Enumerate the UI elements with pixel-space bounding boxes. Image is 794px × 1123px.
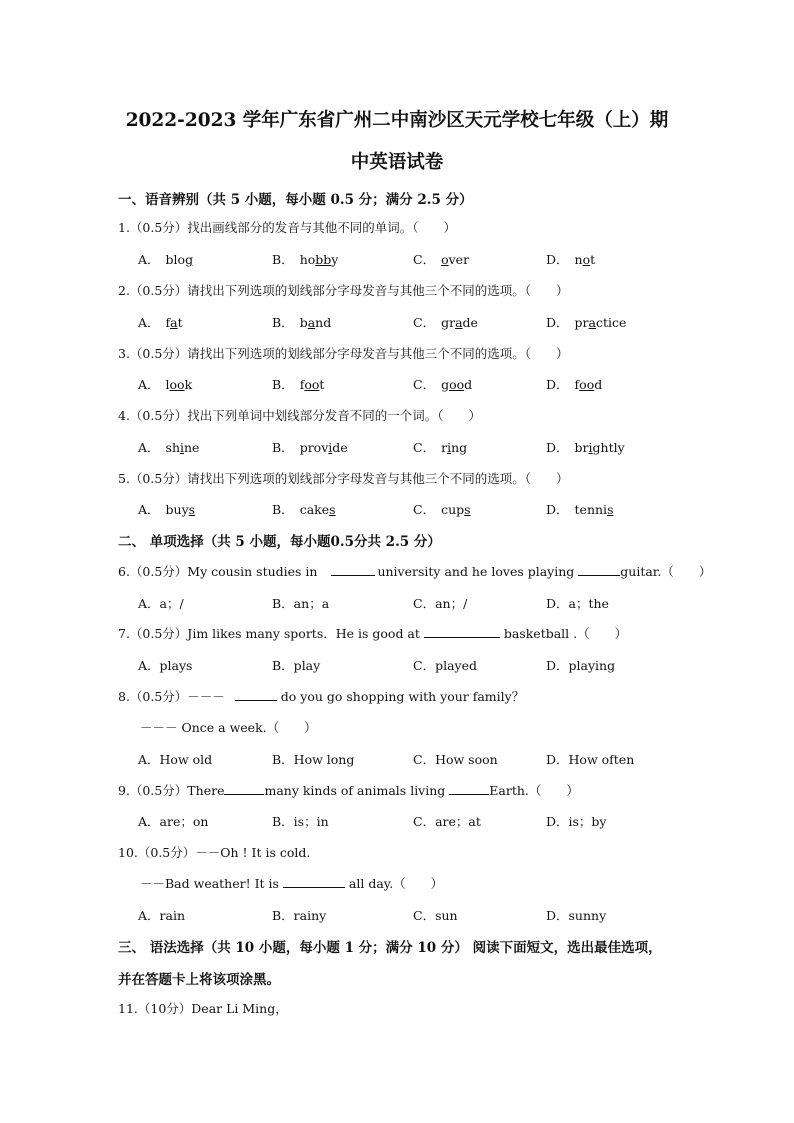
word-part: cup [441, 502, 465, 517]
question-8-options [138, 750, 698, 768]
option-a[interactable] [138, 313, 183, 331]
word-part: blo [165, 252, 186, 267]
option-key: D． [546, 315, 569, 330]
word-part: nd [315, 315, 332, 330]
option-key: C． [413, 502, 436, 517]
option-b[interactable]: B．rainy [272, 908, 327, 923]
word-part: b [299, 315, 308, 330]
word-part: y [331, 252, 339, 267]
section-2-heading: 二、 单项选择（共 5 小题，每小题0.5分共 2.5 分） [118, 534, 441, 550]
answer-blank[interactable] [449, 783, 489, 795]
question-6-stem [118, 562, 711, 580]
question-10-options [138, 906, 698, 924]
underlined-letters: oo [169, 377, 185, 392]
option-c[interactable] [413, 375, 472, 393]
option-key: B． [272, 315, 294, 330]
underlined-letters: s [607, 502, 614, 517]
word-part: ctice [595, 315, 627, 330]
option-d[interactable]: D．a；the [546, 596, 609, 611]
option-a[interactable] [138, 375, 192, 393]
word-part: tenni [574, 502, 608, 517]
question-2-options [138, 313, 698, 331]
option-key: B． [272, 502, 294, 517]
underlined-letters: oo [579, 377, 595, 392]
word-part: buy [165, 502, 189, 517]
question-6-options [138, 594, 698, 612]
exam-title-line2: 中英语试卷 [350, 152, 444, 173]
word-part: sh [165, 440, 180, 455]
stem-text: Earth.（ ） [489, 783, 579, 798]
question-4-stem: 4.（0.5分）找出下列单词中划线部分发音不同的一个词。（ ） [118, 408, 482, 423]
option-b[interactable] [272, 250, 338, 268]
word-part: f [165, 315, 171, 330]
question-2-stem: 2.（0.5分）请找出下列选项的划线部分字母发音与其他三个不同的选项。（ ） [118, 283, 569, 298]
option-a[interactable]: A．plays [138, 658, 193, 673]
section-3-heading-line2: 并在答题卡上将该项涂黑。 [118, 972, 280, 988]
option-a[interactable]: A．a；/ [138, 596, 184, 611]
question-5-stem: 5.（0.5分）请找出下列选项的划线部分字母发音与其他三个不同的选项。（ ） [118, 471, 569, 486]
option-a[interactable] [138, 500, 195, 518]
stem-text: 8.（0.5分）－－－ [118, 689, 229, 704]
option-b[interactable] [272, 438, 348, 456]
underlined-letters: bb [315, 252, 332, 267]
word-part: ho [299, 252, 316, 267]
stem-text: guitar.（ ） [620, 564, 712, 579]
word-part: t [590, 252, 596, 267]
question-8-stem [118, 687, 524, 705]
stem-text: －－Bad weather! It is [140, 876, 283, 891]
option-key: D． [546, 502, 569, 517]
underlined-letters: i [447, 440, 452, 455]
answer-blank[interactable] [424, 626, 500, 638]
stem-text: university and he loves playing [377, 564, 579, 579]
option-d[interactable] [546, 375, 602, 393]
option-key: A． [138, 502, 160, 517]
underlined-letters: a [588, 315, 596, 330]
underlined-letters: a [455, 315, 463, 330]
question-1-options [138, 250, 698, 268]
answer-blank[interactable] [578, 564, 620, 576]
question-1-stem: 1.（0.5分）找出画线部分的发音与其他不同的单词。（ ） [118, 220, 457, 235]
option-a[interactable]: A．How old [138, 752, 213, 767]
question-9-stem [118, 781, 579, 799]
option-c[interactable]: C．are；at [413, 814, 481, 829]
option-key: C． [413, 315, 436, 330]
stem-text: all day.（ ） [344, 876, 444, 891]
option-b[interactable] [272, 500, 336, 518]
option-c[interactable]: C．played [413, 658, 477, 673]
underlined-letters: s [188, 502, 196, 517]
word-part: t [319, 377, 325, 392]
option-a[interactable] [138, 250, 193, 268]
answer-blank[interactable] [235, 689, 277, 701]
stem-text: do you go shopping with your family？ [276, 689, 525, 704]
question-11-stem: 11.（10分）Dear Li Ming， [118, 1001, 288, 1016]
exam-title-line1: 2022-2023 学年广东省广州二中南沙区天元学校七年级（上）期 [125, 110, 669, 131]
option-key: A． [138, 315, 160, 330]
answer-blank[interactable] [283, 876, 345, 888]
option-b[interactable]: B．play [272, 658, 321, 673]
answer-blank[interactable] [224, 783, 264, 795]
word-part: ghtly [592, 440, 625, 455]
option-c[interactable] [413, 250, 469, 268]
word-part: ng [451, 440, 468, 455]
question-9-options [138, 812, 698, 830]
option-key: D． [546, 440, 569, 455]
word-part: d [464, 377, 473, 392]
word-part: pr [574, 315, 589, 330]
option-key: A． [138, 377, 160, 392]
underlined-letters: o [582, 252, 591, 267]
option-b[interactable] [272, 375, 324, 393]
option-key: B． [272, 440, 294, 455]
question-7-options [138, 656, 698, 674]
option-key: D． [546, 377, 569, 392]
word-part: k [184, 377, 193, 392]
option-d[interactable] [546, 500, 613, 518]
option-b[interactable] [272, 313, 331, 331]
question-7-stem [118, 624, 627, 642]
word-part: ne [184, 440, 200, 455]
option-b[interactable]: B．is；in [272, 814, 329, 829]
question-3-options [138, 375, 698, 393]
option-b[interactable]: B．an；a [272, 596, 330, 611]
option-a[interactable]: A．are；on [138, 814, 209, 829]
underlined-letters: i [588, 440, 593, 455]
stem-text: many kinds of animals living [264, 783, 450, 798]
underlined-letters: s [329, 502, 336, 517]
section-1-heading: 一、语音辨别（共 5 小题，每小题 0.5 分；满分 2.5 分） [118, 192, 473, 208]
option-d[interactable] [546, 313, 626, 331]
word-part: f [574, 377, 580, 392]
option-b[interactable]: B．How long [272, 752, 355, 767]
option-d[interactable] [546, 438, 625, 456]
section-3-heading-line1: 三、 语法选择（共 10 小题，每小题 1 分；满分 10 分） 阅读下面短文，选出最佳选项， [118, 940, 662, 956]
option-d[interactable] [546, 250, 595, 268]
option-key: B． [272, 252, 294, 267]
option-d[interactable]: D．is；by [546, 814, 607, 829]
underlined-letters: a [307, 315, 316, 330]
option-key: A． [138, 440, 160, 455]
underlined-letters: oo [449, 377, 465, 392]
word-part: f [299, 377, 305, 392]
option-c[interactable]: C．How soon [413, 752, 498, 767]
option-c[interactable]: C．sun [413, 908, 458, 923]
question-10-stem: 10.（0.5分）－－Oh ! It is cold. [118, 845, 311, 860]
answer-blank[interactable] [331, 564, 375, 576]
underlined-letters: s [464, 502, 471, 517]
question-4-options [138, 438, 698, 456]
word-part: r [441, 440, 448, 455]
word-part: cake [299, 502, 330, 517]
option-key: D． [546, 252, 569, 267]
question-3-stem: 3.（0.5分）请找出下列选项的划线部分字母发音与其他三个不同的选项。（ ） [118, 346, 569, 361]
option-d[interactable]: D．sunny [546, 908, 607, 923]
stem-text: basketball .（ ） [499, 626, 628, 641]
option-a[interactable] [138, 438, 199, 456]
option-key: C． [413, 440, 436, 455]
option-key: C． [413, 252, 436, 267]
question-5-options [138, 500, 698, 518]
option-c[interactable]: C．an；/ [413, 596, 468, 611]
word-part: prov [299, 440, 329, 455]
underlined-letters: i [328, 440, 333, 455]
underlined-letters: o [441, 252, 449, 267]
option-key: B． [272, 377, 294, 392]
option-key: C． [413, 377, 436, 392]
word-part: br [574, 440, 589, 455]
word-part: t [177, 315, 183, 330]
word-part: l [165, 377, 170, 392]
option-d[interactable]: D．playing [546, 658, 616, 673]
word-part: gr [441, 315, 456, 330]
word-part: g [441, 377, 450, 392]
option-d[interactable]: D．How often [546, 752, 635, 767]
stem-text: 6.（0.5分）My cousin studies in [118, 564, 322, 579]
option-c[interactable] [413, 500, 471, 518]
underlined-letters: i [180, 440, 184, 455]
word-part: n [574, 252, 583, 267]
underlined-letters: g [185, 252, 194, 267]
stem-text: 7.（0.5分）Jim likes many sports．He is good at [118, 626, 424, 641]
option-c[interactable] [413, 438, 467, 456]
question-10-reply [140, 874, 443, 892]
underlined-letters: a [170, 315, 178, 330]
option-a[interactable]: A．rain [138, 908, 186, 923]
option-c[interactable] [413, 313, 478, 331]
word-part: de [462, 315, 478, 330]
word-part: d [594, 377, 603, 392]
stem-text: 9.（0.5分）There [118, 783, 225, 798]
question-8-reply: －－－ Once a week.（ ） [140, 720, 317, 735]
word-part: de [332, 440, 348, 455]
underlined-letters: oo [304, 377, 320, 392]
word-part: ver [448, 252, 470, 267]
option-key: A． [138, 252, 160, 267]
